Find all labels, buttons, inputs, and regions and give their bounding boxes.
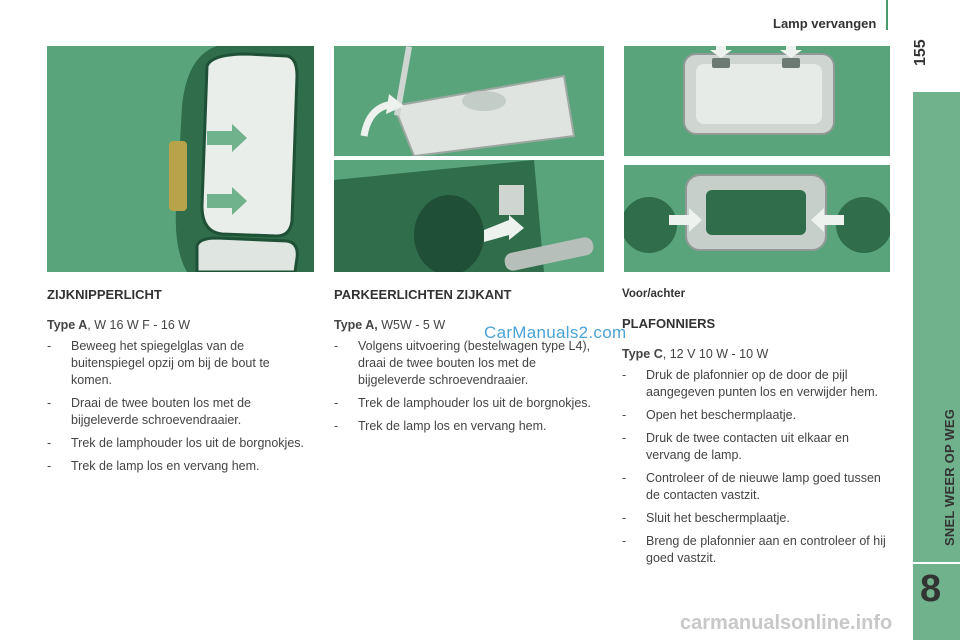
type-label: Type C — [622, 347, 663, 361]
list-item: - Beweeg het spiegelglas van de buitenspiegel opzij om bij de bout te komen. — [47, 339, 270, 387]
list-item: - Druk de plafonnier op de door de pijl aangegeven punten los en verwijder hem. — [622, 368, 879, 399]
chapter-number: 8 — [920, 568, 942, 610]
ceiling-light-illustration-bottom — [624, 165, 890, 272]
list-item: - Trek de lamphouder los uit de borgnokjes. — [47, 436, 305, 450]
page-header-title: Lamp vervangen — [773, 16, 877, 31]
list-item: - Draai de twee bouten los met de bijgeleverde schroevendraaier. — [47, 396, 251, 427]
list-item: - Trek de lamp los en vervang hem. — [334, 419, 547, 433]
type-value: , W 16 W F - 16 W — [87, 318, 191, 332]
type-label: Type A, — [334, 318, 378, 332]
list-item: - Trek de lamp los en vervang hem. — [47, 459, 260, 473]
watermark-top[interactable]: CarManuals2.com — [484, 323, 627, 342]
list-item: - Open het beschermplaatje. — [622, 408, 797, 422]
list-item: - Controleer of de nieuwe lamp goed tussen de contacten vastzit. — [622, 471, 881, 502]
steps-list — [47, 338, 307, 475]
type-line — [622, 346, 890, 363]
page-number: 155 — [912, 39, 929, 66]
column-plafonniers — [622, 286, 890, 573]
ceiling-light-illustration-top — [624, 46, 890, 156]
section-heading: PLAFONNIERS — [622, 316, 716, 331]
chapter-sidebar — [913, 92, 960, 640]
type-value: W5W - 5 W — [377, 318, 446, 332]
list-item: - Druk de twee contacten uit elkaar en vervang de lamp. — [622, 431, 849, 462]
list-item: - Volgens uitvoering (bestelwagen type L4), draai de twee bouten los met de bijgeleverde schroevendraaier. — [334, 339, 591, 387]
header-divider — [886, 0, 888, 30]
type-label: Type A — [47, 318, 88, 332]
subheading: Voor/achter — [622, 288, 686, 300]
mirror-illustration — [47, 46, 314, 272]
type-line — [47, 317, 307, 334]
watermark-bottom[interactable]: carmanualsonline.info — [680, 612, 893, 634]
column-zijknipperlicht — [47, 286, 307, 481]
section-heading: ZIJKNIPPERLICHT — [47, 287, 162, 302]
sidebar-divider — [913, 562, 960, 564]
steps-list — [622, 367, 890, 567]
section-heading: PARKEERLICHTEN ZIJKANT — [334, 287, 512, 302]
list-item: - Trek de lamphouder los uit de borgnokjes. — [334, 396, 592, 410]
column-parkeerlichten — [334, 286, 596, 441]
steps-list — [334, 338, 596, 435]
parking-light-illustration-bottom — [334, 160, 604, 272]
list-item: - Breng de plafonnier aan en controleer of hij goed vastzit. — [622, 534, 886, 565]
type-value: , 12 V 10 W - 10 W — [662, 347, 769, 361]
list-item: - Sluit het beschermplaatje. — [622, 511, 790, 525]
parking-light-illustration-top — [334, 46, 604, 156]
chapter-title: SNEL WEER OP WEG — [942, 408, 957, 546]
